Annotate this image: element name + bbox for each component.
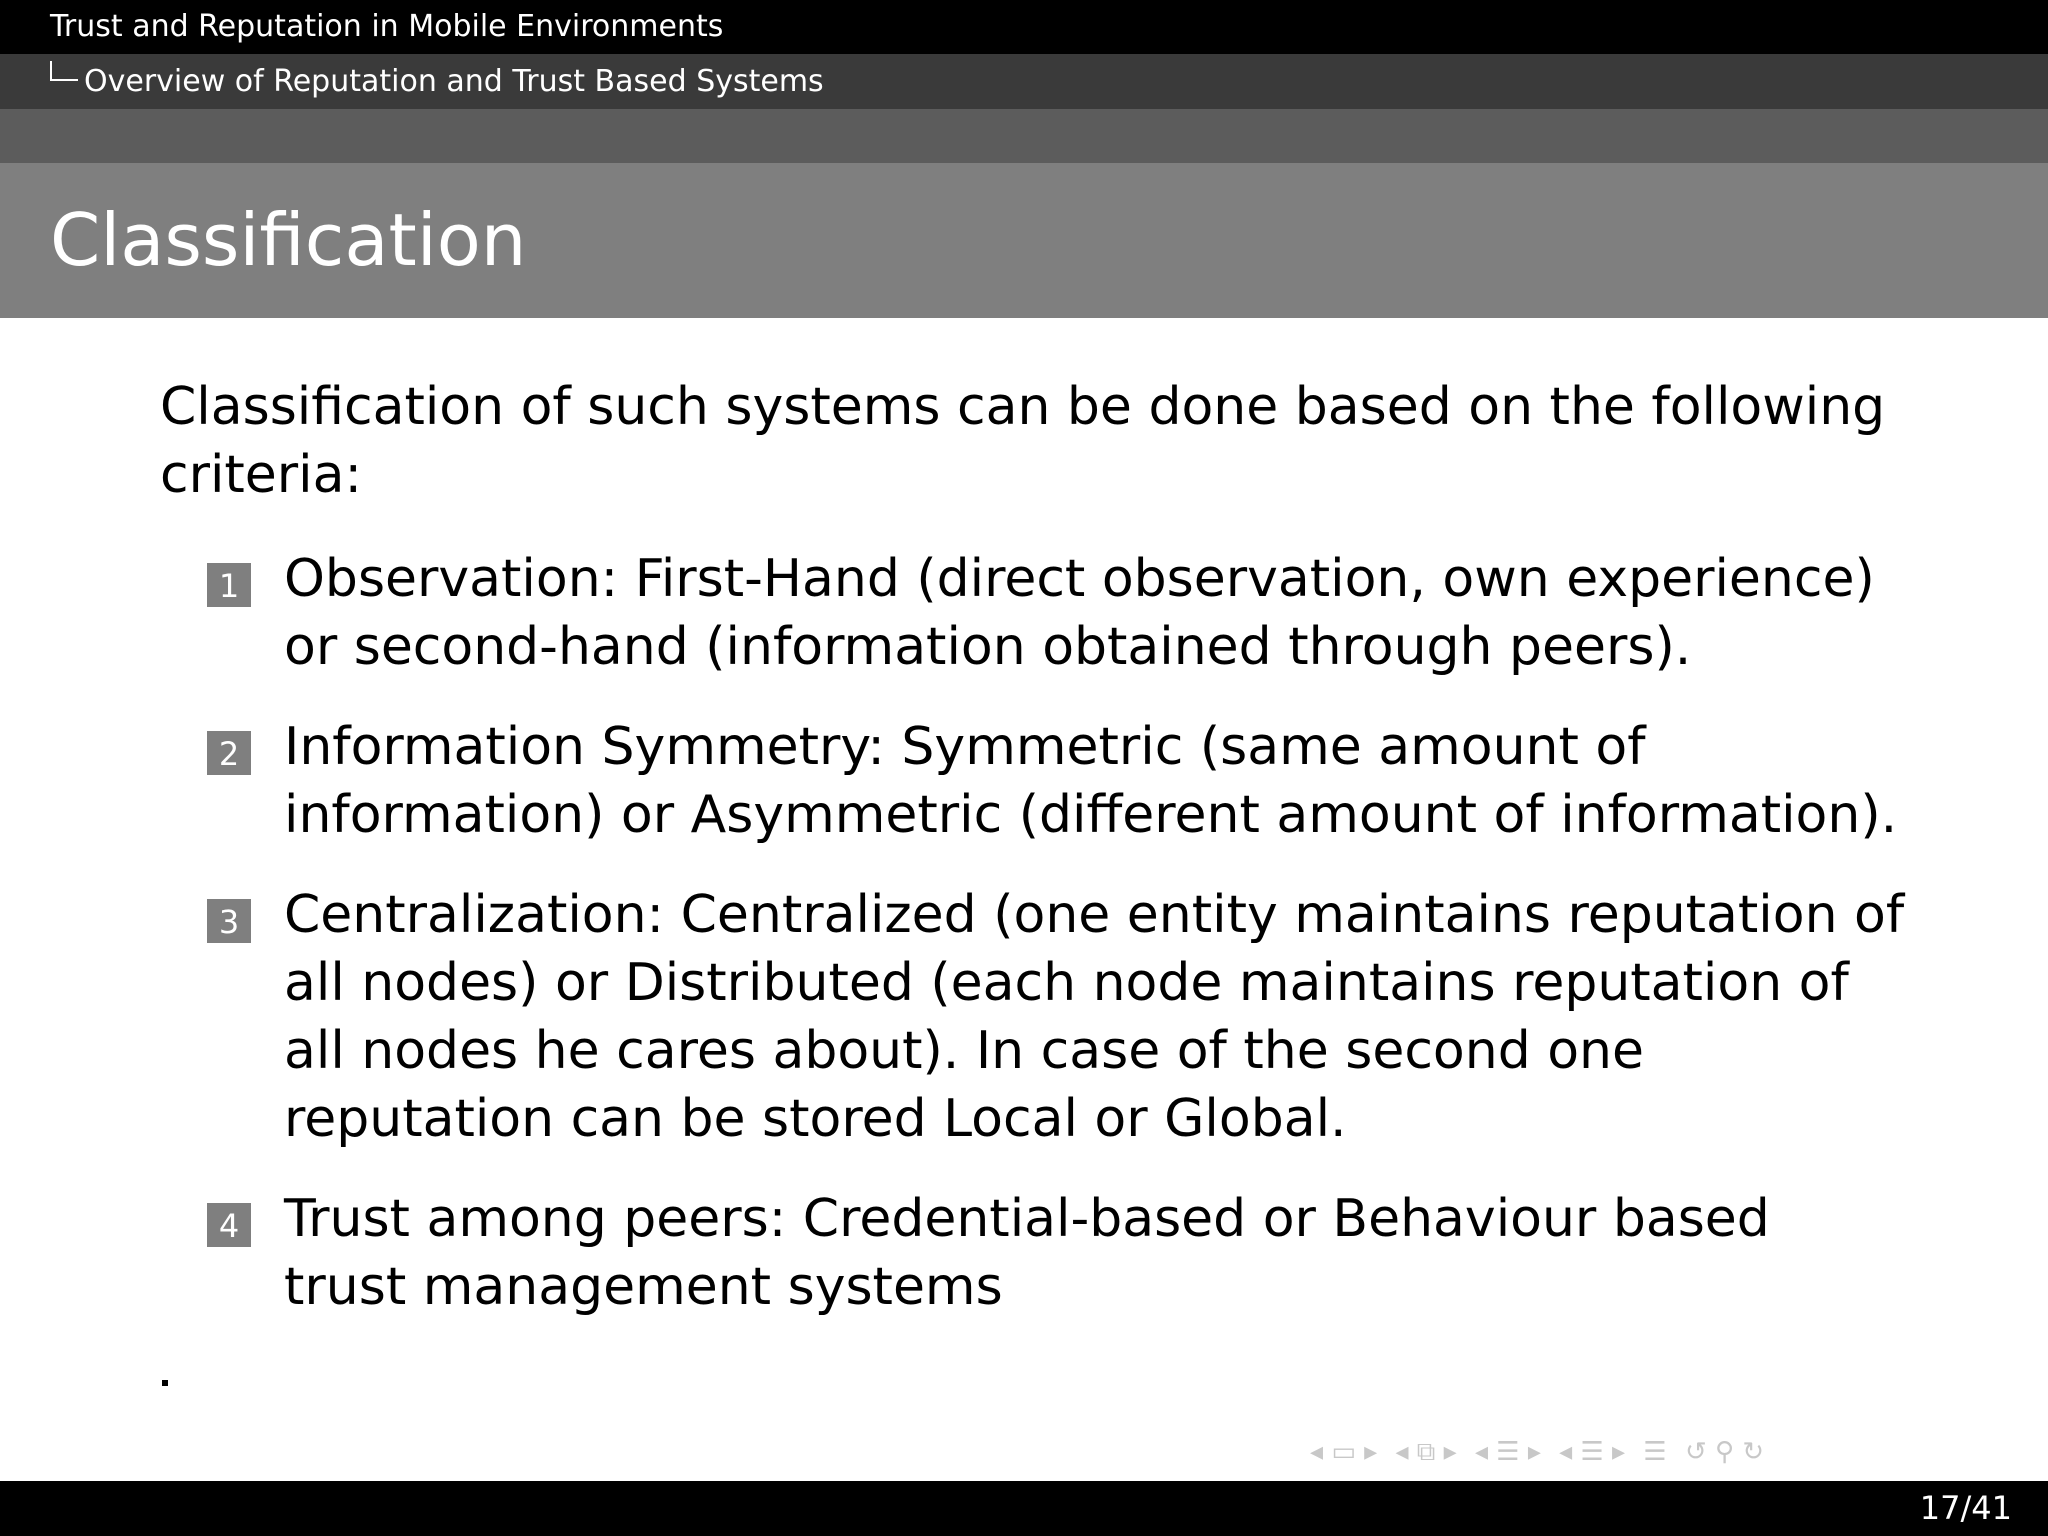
footer-bar: [0, 1481, 2048, 1536]
list-item-text: Information Symmetry: Symmetric (same amount of information) or Asymmetric (different amount of information).: [284, 717, 1898, 845]
enum-badge: 4: [207, 1203, 251, 1247]
list-item-text: Centralization: Centralized (one entity maintains reputation of all nodes) or Distributed (each node maintains reputation of all nodes he cares about). In case of the second one reputation can be stored Local or Global.: [284, 885, 1905, 1149]
period-mark: [162, 1380, 168, 1386]
nav-subsection-icon[interactable]: ◂ ⧉ ▸: [1395, 1437, 1457, 1467]
frame-title-bar: [0, 163, 2048, 318]
page-number: 17/41: [1919, 1489, 2012, 1527]
nav-section-icon[interactable]: ◂ ☰ ▸: [1474, 1437, 1541, 1467]
back-forward-search-icon[interactable]: ↺ ⚲ ↻: [1684, 1437, 1765, 1467]
frame-title: Classification: [50, 198, 527, 282]
list-item: [207, 881, 1907, 1153]
list-item-text: Observation: First-Hand (direct observation, own experience) or second-hand (information obtained through peers).: [284, 549, 1875, 677]
enum-badge: 1: [207, 563, 251, 607]
header-subsection-title[interactable]: Overview of Reputation and Trust Based Systems: [84, 64, 824, 99]
nav-frame-icon[interactable]: ◂ ▭ ▸: [1310, 1437, 1378, 1467]
list-item: [207, 1185, 1907, 1321]
tree-branch-icon: [50, 61, 78, 81]
header-section-title[interactable]: Trust and Reputation in Mobile Environments: [50, 9, 724, 44]
list-item: [207, 545, 1907, 681]
header-section-bar: [0, 0, 2048, 54]
intro-text: Classification of such systems can be done based on the following criteria:: [160, 377, 1886, 505]
header-spacer-bar: [0, 109, 2048, 163]
enum-badge: 3: [207, 899, 251, 943]
list-item: [207, 713, 1907, 849]
list-item-text: Trust among peers: Credential-based or Behaviour based trust management systems: [284, 1189, 1770, 1317]
nav-outline-icon[interactable]: ☰: [1643, 1437, 1667, 1467]
nav-document-icon[interactable]: ◂ ☰ ▸: [1559, 1437, 1626, 1467]
header-subsection-bar: [0, 54, 2048, 109]
beamer-navigation: [1310, 1432, 2030, 1472]
enum-badge: 2: [207, 731, 251, 775]
criteria-list: [207, 545, 1907, 1353]
